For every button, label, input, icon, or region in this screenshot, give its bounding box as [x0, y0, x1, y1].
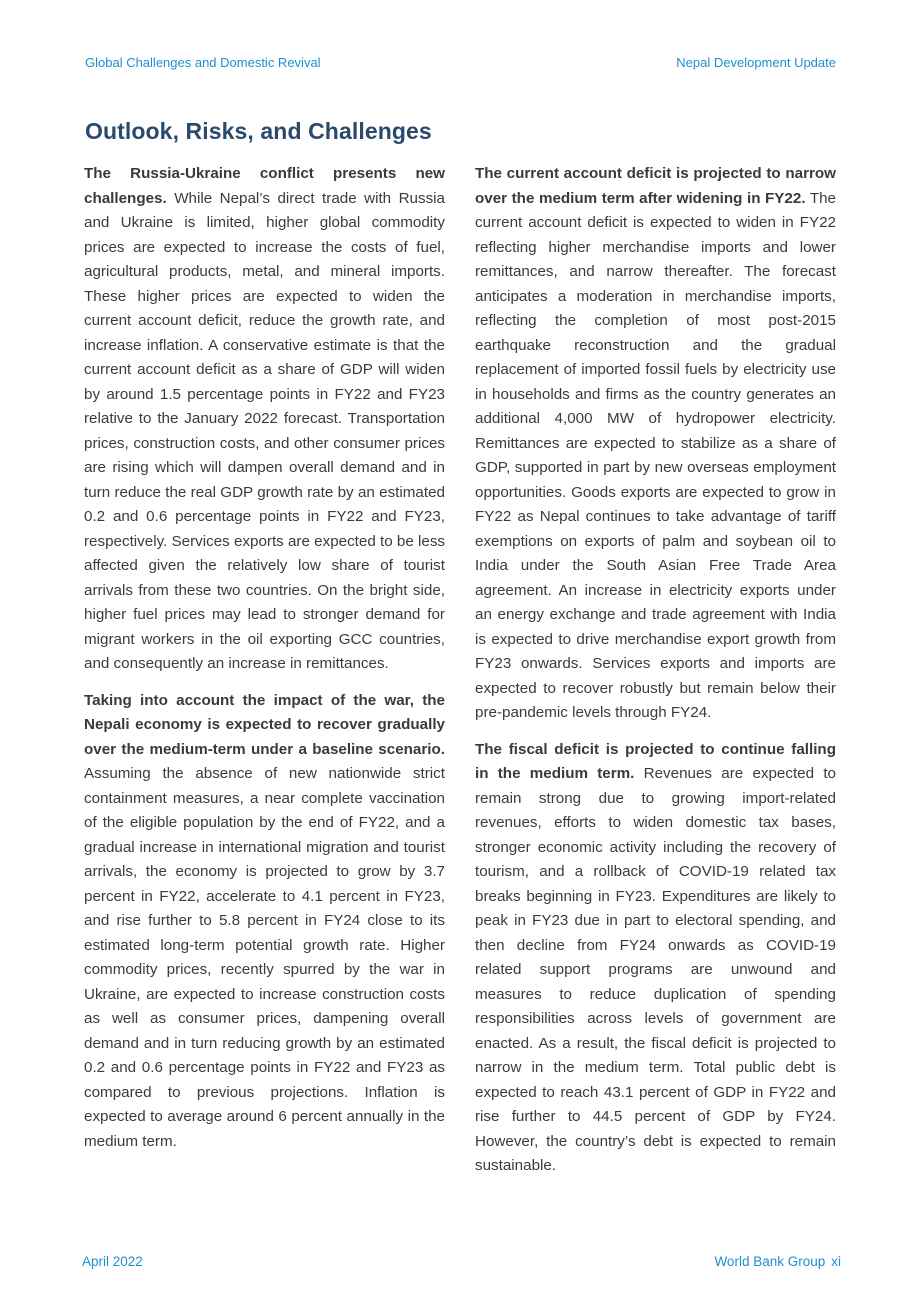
paragraph-body: Assuming the absence of new nationwide strict containment measures, a near complete vaccination of the eligible population by the end of FY22, and a gradual increase in international migration and tourist arrivals, the economy is projected to grow by 3.7 percent in FY22, accelerate to 4.1 percent in FY23, and rise further to 5.8 percent in FY24 close to its estimated long-term potential growth rate. Higher commodity prices, recently spurred by the war in Ukraine, are expected to increase construction costs as well as consumer prices, dampening overall demand and in turn reducing growth by an estimated 0.2 and 0.6 percentage points in FY22 and FY23 as compared to previous projections. Inflation is expected to average around 6 percent annually in the medium term.: [84, 765, 445, 1150]
paragraph-body: While Nepal’s direct trade with Russia and Ukraine is limited, higher global commodity prices are expected to increase the costs of fuel, agricultural products, metal, and mineral imports. These higher prices are expected to widen the current account deficit, reduce the growth rate, and increase inflation. A conservative estimate is that the current account deficit as a share of GDP will widen by around 1.5 percentage points in FY22 and FY23 relative to the January 2022 forecast. Transportation prices, construction costs, and other consumer prices are rising which will dampen overall demand and in turn reduce the real GDP growth rate by an estimated 0.2 and 0.6 percentage points in FY22 and FY23, respectively. Services exports are expected to be less affected given the relatively low share of tourist arrivals from these two countries. On the bright side, higher fuel prices may lead to stronger demand for migrant workers in the oil exporting GCC countries, and consequently an increase in remittances.: [84, 189, 446, 672]
paragraph-lead: The fiscal deficit is projected to continue falling in the medium term.: [475, 740, 836, 782]
paragraph-lead: Taking into account the impact of the war, the Nepali economy is expected to recover gradually over the medium-term under a baseline scenario.: [84, 691, 445, 758]
footer-date: April 2022: [82, 1254, 143, 1269]
footer-publisher: World Bank Group: [714, 1254, 826, 1269]
section-title: Outlook, Risks, and Challenges: [85, 118, 432, 144]
paragraph-current-account: [475, 162, 836, 726]
left-column: [84, 162, 445, 1166]
paragraph-russia-ukraine: [84, 162, 445, 677]
page-number: xi: [831, 1254, 841, 1269]
paragraph-body: Revenues are expected to remain strong due to growing import-related revenues, efforts to widen domestic tax bases, stronger economic activity including the recovery of tourism, and a rollback of COVID-19 related tax breaks beginning in FY23. Expenditures are likely to peak in FY23 due in part to electoral spending, and then decline from FY24 onwards as COVID-19 related support programs are unwound and measures to reduce duplication of spending responsibilities across levels of government are enacted. As a result, the fiscal deficit is projected to narrow in the medium term. Total public debt is expected to reach 43.1 percent of GDP in FY22 and rise further to 44.5 percent of GDP by FY24. However, the country’s debt is expected to remain sustainable.: [475, 765, 836, 1174]
paragraph-lead: The Russia-Ukraine conflict presents new challenges.: [84, 165, 445, 207]
right-column: [475, 162, 836, 1191]
footer-publisher-block: [714, 1254, 841, 1269]
paragraph-growth-outlook: [84, 689, 445, 1155]
header-report-title: Nepal Development Update: [676, 55, 836, 70]
paragraph-fiscal-deficit: [475, 738, 836, 1179]
header-report-section: Global Challenges and Domestic Revival: [85, 55, 321, 70]
paragraph-body: The current account deficit is expected to widen in FY22 reflecting higher merchandise imports and lower remittances, and narrow thereafter. The forecast anticipates a moderation in merchandise imports, reflecting the completion of most post-2015 earthquake reconstruction and the gradual replacement of imported fossil fuels by electricity use in households and firms as the country generates an additional 4,000 MW of hydropower electricity. Remittances are expected to stabilize as a share of GDP, supported in part by new overseas employment opportunities. Goods exports are expected to grow in FY22 as Nepal continues to take advantage of tariff exemptions on exports of palm and soybean oil to India under the South Asian Free Trade Area agreement. An increase in electricity exports under an energy exchange and trade agreement with India is expected to drive merchandise export growth from FY23 onwards. Services exports and imports are expected to recover robustly but remain below their pre-pandemic levels through FY24.: [475, 189, 836, 721]
running-footer: [82, 1254, 841, 1269]
paragraph-lead: The current account deficit is projected to narrow over the medium term after widening in FY22.: [475, 165, 836, 207]
running-header: [85, 55, 836, 70]
